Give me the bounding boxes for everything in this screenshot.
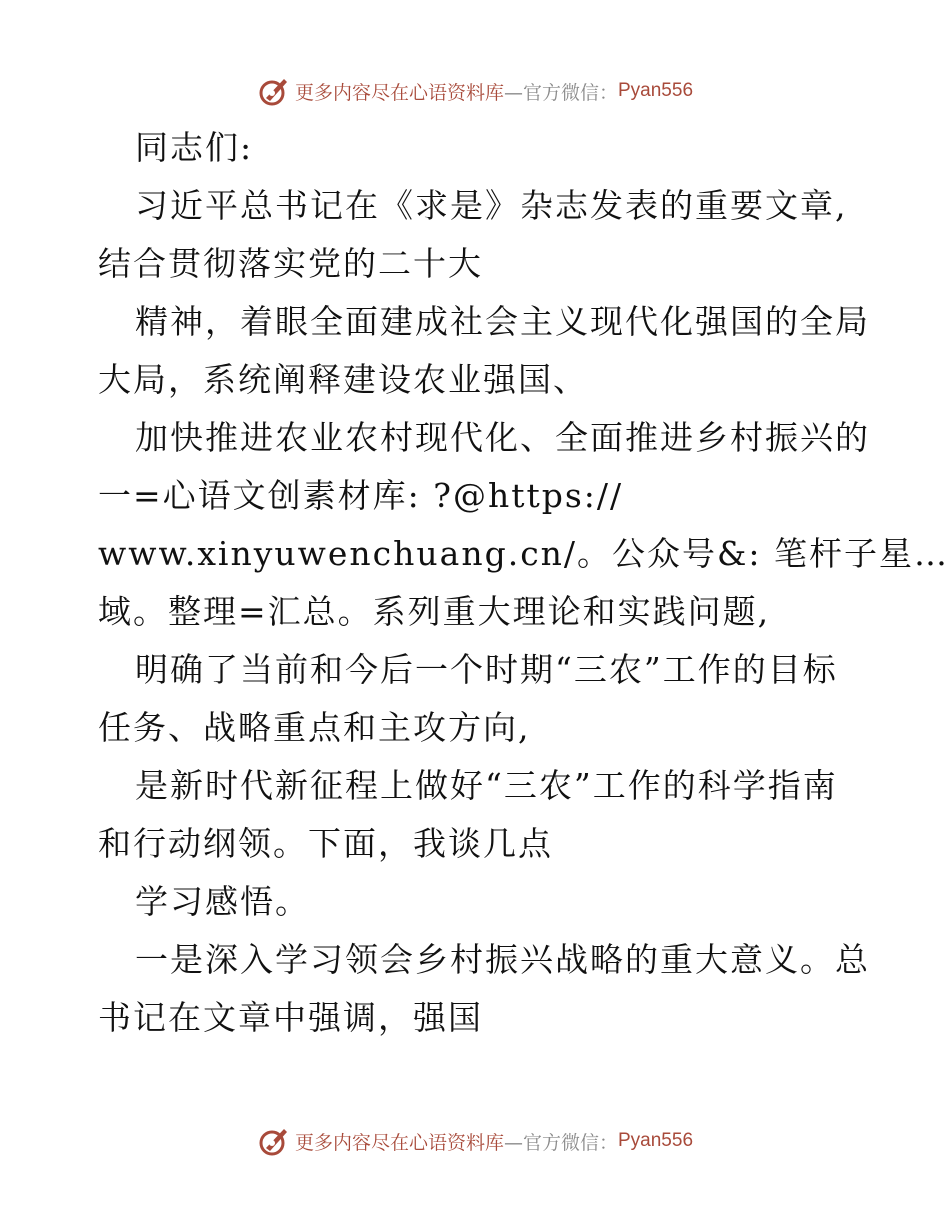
footer-wechat-label: —官方微信： bbox=[503, 1131, 618, 1154]
quill-pen-logo-icon bbox=[257, 1124, 291, 1158]
text-line: 一=心语文创素材库: ?@https:// bbox=[98, 476, 624, 515]
text-line: 结合贯彻落实党的二十大 bbox=[98, 244, 483, 283]
header-banner bbox=[0, 71, 950, 111]
text-line: 同志们: bbox=[135, 128, 254, 167]
text-line: 明确了当前和今后一个时期“三农”工作的目标 bbox=[135, 650, 838, 689]
footer-wechat-id: Pyan556 bbox=[618, 1130, 694, 1151]
text-line: 一是深入学习领会乡村振兴战略的重大意义。总 bbox=[135, 940, 870, 979]
header-wechat-label: —官方微信： bbox=[503, 81, 618, 104]
text-line: 域。整理=汇总。系列重大理论和实践问题, bbox=[98, 592, 771, 631]
text-line: 任务、战略重点和主攻方向, bbox=[98, 708, 531, 747]
text-line: 加快推进农业农村现代化、全面推进乡村振兴的 bbox=[135, 418, 870, 457]
header-slogan: 更多内容尽在心语资料库 bbox=[294, 81, 504, 104]
document-body bbox=[98, 122, 950, 1050]
text-line: www.xinyuwenchuang.cn/。公众号&: 笔杆子星… bbox=[98, 534, 950, 573]
footer-slogan: 更多内容尽在心语资料库 bbox=[294, 1131, 504, 1154]
text-line: 学习感悟。 bbox=[135, 882, 310, 921]
text-line: 和行动纲领。下面，我谈几点 bbox=[98, 824, 553, 863]
header-wechat-id: Pyan556 bbox=[618, 80, 694, 101]
text-line: 是新时代新征程上做好“三农”工作的科学指南 bbox=[135, 766, 838, 805]
quill-pen-logo-icon bbox=[257, 74, 291, 108]
text-line: 精神，着眼全面建成社会主义现代化强国的全局 bbox=[135, 302, 870, 341]
text-line: 大局，系统阐释建设农业强国、 bbox=[98, 360, 588, 399]
text-line: 习近平总书记在《求是》杂志发表的重要文章, bbox=[135, 186, 848, 225]
footer-banner bbox=[0, 1121, 950, 1161]
text-line: 书记在文章中强调，强国 bbox=[98, 998, 483, 1037]
